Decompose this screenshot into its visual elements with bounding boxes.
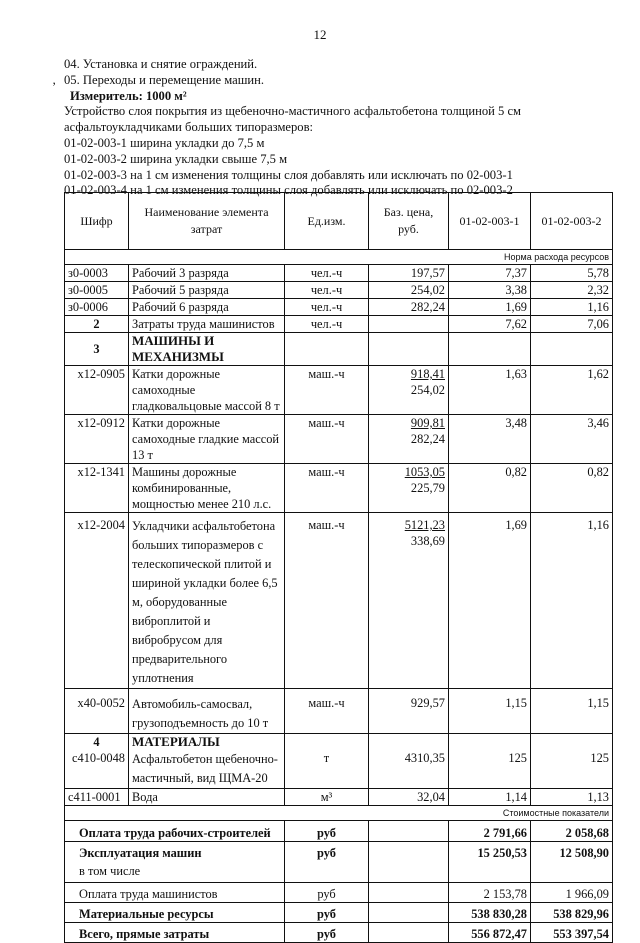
price-lower: 282,24 [410,432,445,446]
row-price [369,464,449,513]
row-name: Рабочий 6 разряда [129,299,285,316]
machinist-row [65,316,613,333]
note-cost: Стоимостные показатели [65,806,613,821]
table-row [65,366,613,415]
row-price [369,415,449,464]
table-header-row [65,193,613,250]
total-v2: 12 508,90 [531,842,613,883]
header-col1: 01-02-003-1 [449,193,531,250]
row-price: 4310,35 [369,750,449,789]
total-row [65,842,613,883]
row-code: х12-1341 [65,464,129,513]
empty-cell [449,333,531,366]
section-code: 4 [65,734,129,751]
empty-cell [369,821,449,842]
total-v1: 2 791,66 [449,821,531,842]
row-price [369,316,449,333]
intro-line-6: 01-02-003-2 ширина укладки свыше 7,5 м [64,151,288,166]
row-code: з0-0003 [65,265,129,282]
note-row [65,250,613,265]
total-machines-name: Эксплуатация машин [79,846,202,860]
row-code: с410-0048 [65,750,129,789]
empty-cell [449,734,531,751]
empty-cell [369,842,449,883]
price-lower: 225,79 [410,481,445,495]
header-code: Шифр [65,193,129,250]
row-unit: маш.-ч [285,415,369,464]
total-v2: 553 397,54 [531,923,613,943]
meter-label: Измеритель: 1000 м² [70,88,187,103]
table-row [65,513,613,689]
price-lower: 254,02 [410,383,445,397]
empty-cell [369,923,449,943]
intro-line-5: 01-02-003-1 ширина укладки до 7,5 м [64,135,265,150]
total-machines-sub: в том числе [79,864,141,878]
empty-cell [369,333,449,366]
intro-line-7: 01-02-003-3 на 1 см изменения толщины слоя добавлять или исключать по 02-003-1 [64,167,513,182]
empty-cell [285,734,369,751]
header-name: Наименование элемента затрат [129,193,285,250]
row-name: Катки дорожные самоходные гладковальцовые массой 8 т [129,366,285,415]
total-unit: руб [285,842,369,883]
table-row [65,415,613,464]
row-v1: 0,82 [449,464,531,513]
intro-line-8: 01-02-003-4 на 1 см изменения толщины слоя добавлять или исключать по 02-003-2 [64,183,513,198]
header-col2: 01-02-003-2 [531,193,613,250]
row-unit: маш.-ч [285,366,369,415]
row-v1: 3,48 [449,415,531,464]
empty-cell [531,333,613,366]
row-v2: 7,06 [531,316,613,333]
table-row [65,689,613,734]
row-unit: м³ [285,789,369,806]
empty-cell [369,883,449,903]
section-row [65,734,613,751]
row-v2: 1,15 [531,689,613,734]
header-unit: Ед.изм. [285,193,369,250]
page-number: 12 [313,27,327,42]
intro-line-3: Устройство слоя покрытия из щебеночно-мастичного асфальтобетона толщиной 5 см [64,104,522,119]
row-price [369,366,449,415]
intro-line-1: 04. Установка и снятие ограждений. [64,57,258,71]
row-v1: 7,37 [449,265,531,282]
row-name: Рабочий 3 разряда [129,265,285,282]
row-v1: 1,14 [449,789,531,806]
row-price: 282,24 [369,299,449,316]
row-unit: чел.-ч [285,282,369,299]
row-v2: 3,46 [531,415,613,464]
total-machinist-label: Оплата труда машинистов [65,883,285,903]
total-v1: 2 153,78 [449,883,531,903]
intro-line-2 [52,72,624,89]
total-materials-label: Материальные ресурсы [65,903,285,923]
row-price [369,513,449,689]
intro-line-4: асфальтоукладчиками больших типоразмеров: [64,120,314,135]
total-v2: 2 058,68 [531,821,613,842]
row-v1: 1,69 [449,513,531,689]
section-row [65,333,613,366]
total-wages-label: Оплата труда рабочих-строителей [65,821,285,842]
total-machines-label [65,842,285,883]
total-unit: руб [285,821,369,842]
total-v2: 538 829,96 [531,903,613,923]
empty-cell [369,903,449,923]
section-title: МАТЕРИАЛЫ [129,734,285,751]
row-name: Рабочий 5 разряда [129,282,285,299]
row-code: х12-0912 [65,415,129,464]
row-name: Вода [129,789,285,806]
row-unit: чел.-ч [285,265,369,282]
header-price: Баз. цена, руб. [369,193,449,250]
row-name: Затраты труда машинистов [129,316,285,333]
empty-cell [369,734,449,751]
total-row [65,821,613,842]
row-unit: маш.-ч [285,464,369,513]
table-row [65,750,613,789]
total-direct-label: Всего, прямые затраты [65,923,285,943]
intro-line-2-text: 05. Переходы и перемещение машин. [64,72,265,87]
row-code: 2 [65,316,129,333]
table-row [65,464,613,513]
row-v1: 7,62 [449,316,531,333]
row-v2: 1,16 [531,513,613,689]
row-v1: 1,69 [449,299,531,316]
section-title: МАШИНЫ И МЕХАНИЗМЫ [129,333,285,366]
price-upper: 5121,23 [404,518,445,532]
row-name: Машины дорожные комбинированные, мощностью менее 210 л.с. [129,464,285,513]
row-code: х12-0905 [65,366,129,415]
row-v1: 1,15 [449,689,531,734]
empty-cell [531,734,613,751]
row-v2: 2,32 [531,282,613,299]
row-v1: 1,63 [449,366,531,415]
row-v2: 125 [531,750,613,789]
empty-cell [285,333,369,366]
row-v2: 1,13 [531,789,613,806]
table-row [65,265,613,282]
total-unit: руб [285,923,369,943]
row-price: 197,57 [369,265,449,282]
row-code: х40-0052 [65,689,129,734]
row-unit: чел.-ч [285,316,369,333]
price-upper: 909,81 [410,416,445,430]
total-v2: 1 966,09 [531,883,613,903]
total-unit: руб [285,883,369,903]
row-v2: 1,16 [531,299,613,316]
table-row [65,299,613,316]
row-code: с411-0001 [65,789,129,806]
row-price: 929,57 [369,689,449,734]
total-row [65,903,613,923]
row-v2: 0,82 [531,464,613,513]
total-v1: 15 250,53 [449,842,531,883]
row-unit: т [285,750,369,789]
row-name: Автомобиль-самосвал, грузоподъемность до 10 т [129,689,285,734]
price-upper: 1053,05 [404,465,445,479]
price-lower: 338,69 [410,534,445,548]
row-v1: 125 [449,750,531,789]
row-code: з0-0006 [65,299,129,316]
row-v2: 5,78 [531,265,613,282]
row-name: Катки дорожные самоходные гладкие массой 13 т [129,415,285,464]
total-row [65,883,613,903]
row-v1: 3,38 [449,282,531,299]
row-price: 254,02 [369,282,449,299]
row-name: Асфальтобетон щебеночно-мастичный, вид ЩМА-20 [129,750,285,789]
total-row [65,923,613,943]
table-row [65,789,613,806]
row-unit: маш.-ч [285,513,369,689]
row-unit: чел.-ч [285,299,369,316]
section-code: 3 [65,333,129,366]
total-v1: 556 872,47 [449,923,531,943]
stray-mark: ‚ [52,72,57,87]
total-unit: руб [285,903,369,923]
note-norm: Норма расхода ресурсов [65,250,613,265]
row-code: х12-2004 [65,513,129,689]
resource-table [64,192,613,943]
note-row [65,806,613,821]
row-name: Укладчики асфальтобетона больших типоразмеров с телескопической плитой и шириной укладки более 6,5 м, оборудованные виброплитой и вибробрусом для предварительного уплотнения [129,513,285,689]
total-v1: 538 830,28 [449,903,531,923]
row-price: 32,04 [369,789,449,806]
row-unit: маш.-ч [285,689,369,734]
table-row [65,282,613,299]
price-upper: 918,41 [410,367,445,381]
row-v2: 1,62 [531,366,613,415]
intro-block [52,57,624,199]
row-code: з0-0005 [65,282,129,299]
